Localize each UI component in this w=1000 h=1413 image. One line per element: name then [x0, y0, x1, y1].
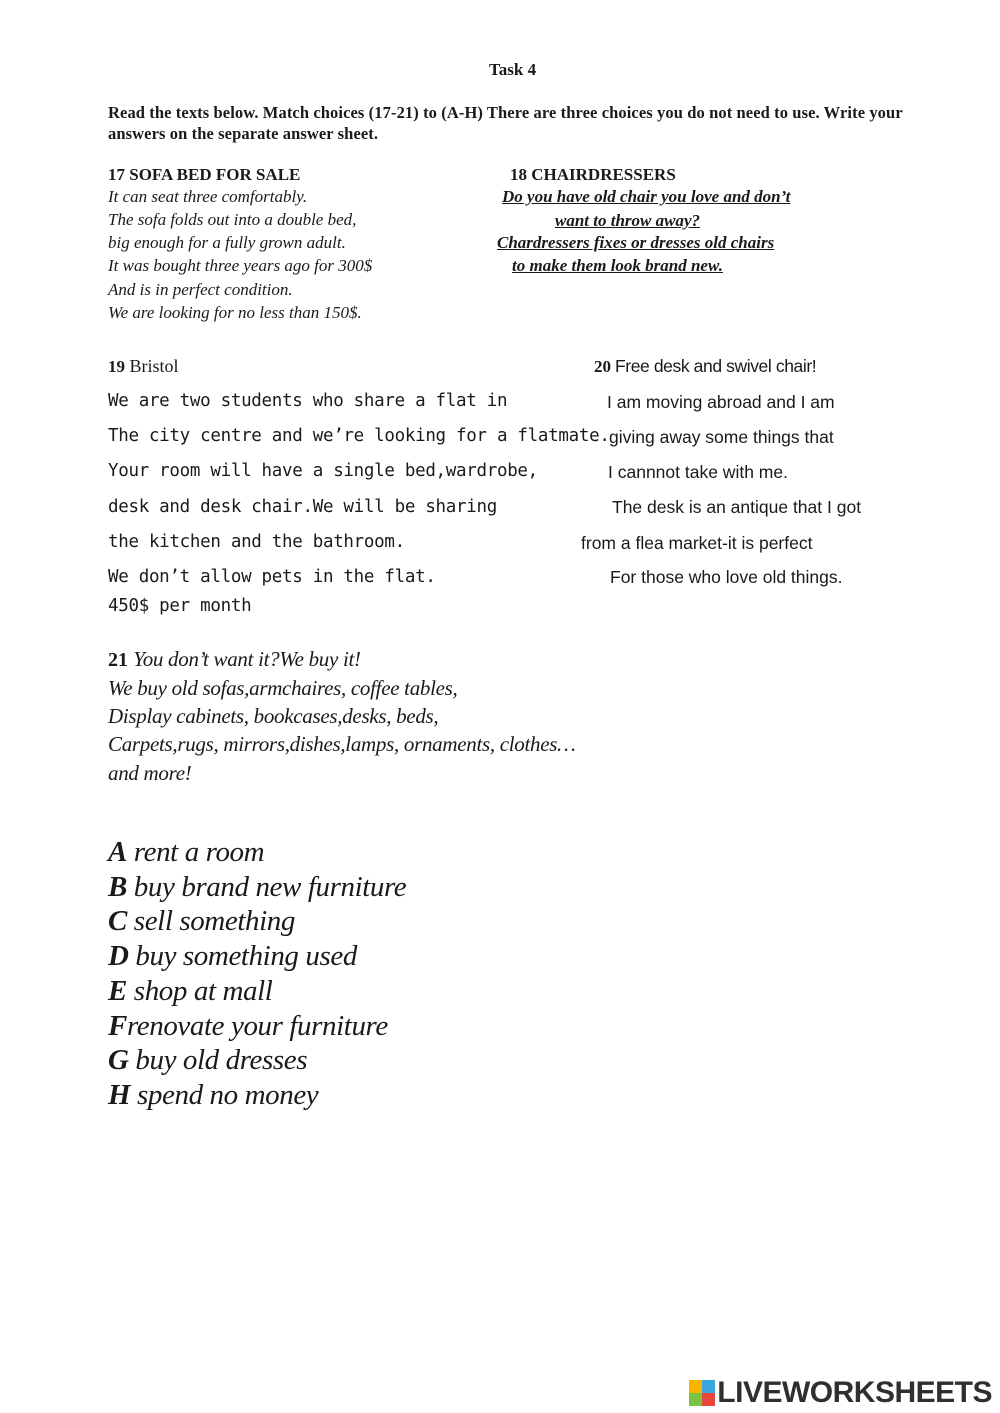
- option-letter: A: [108, 836, 127, 868]
- option-text: sell something: [126, 905, 295, 937]
- ad19-line: The city centre and we’re looking for a flatmate.: [108, 426, 610, 446]
- option-text: rent a room: [126, 836, 265, 868]
- ad17-line: It was bought three years ago for 300$: [108, 256, 373, 275]
- option-h: [108, 1079, 318, 1112]
- ad18-line: want to throw away?: [555, 211, 701, 230]
- ad21-line: and more!: [108, 761, 192, 785]
- option-letter: F: [108, 1010, 127, 1042]
- ad20-line: The desk is an antique that I got: [612, 497, 862, 517]
- ad19-line: the kitchen and the bathroom.: [108, 532, 405, 552]
- option-letter: E: [108, 975, 127, 1007]
- option-letter: G: [108, 1044, 129, 1076]
- option-text: buy something used: [128, 940, 357, 972]
- ad19-number: 19: [108, 357, 125, 376]
- liveworksheets-watermark[interactable]: [689, 1376, 992, 1410]
- ad19-line: Your room will have a single bed,wardrobe,: [108, 461, 538, 481]
- ad18-line: to make them look brand new.: [512, 256, 723, 275]
- ad21-title: You don’t want it?We buy it!: [133, 647, 361, 671]
- ad18-line: Do you have old chair you love and don’t: [502, 187, 791, 206]
- option-letter: D: [108, 940, 129, 972]
- ad19-line: We are two students who share a flat in: [108, 391, 508, 411]
- instructions: Read the texts below. Match choices (17-21) to (A-H) There are three choices you do not need to use. Write your answers on the separate answer sheet.: [108, 103, 903, 143]
- ad17-line: We are looking for no less than 150$.: [108, 303, 362, 322]
- option-letter: B: [108, 871, 127, 903]
- option-text: spend no money: [130, 1079, 319, 1111]
- ad21-heading: [108, 647, 361, 672]
- ad19-line: desk and desk chair.We will be sharing: [108, 497, 497, 517]
- ad19-heading: [108, 356, 179, 377]
- ad20-title: Free desk and swivel chair!: [615, 356, 817, 376]
- ad19-line: We don’t allow pets in the flat.: [108, 567, 436, 587]
- option-text: renovate your furniture: [126, 1010, 388, 1042]
- ad20-heading: [594, 356, 816, 377]
- ad21-line: Display cabinets, bookcases,desks, beds,: [108, 704, 439, 728]
- option-text: buy brand new furniture: [126, 871, 407, 903]
- ad19-line: 450$ per month: [108, 596, 252, 616]
- ad20-line: For those who love old things.: [610, 567, 843, 587]
- option-c: [108, 905, 295, 938]
- option-b: [108, 871, 406, 904]
- ad20-number: 20: [594, 357, 611, 376]
- ad21-number: 21: [108, 649, 128, 671]
- ad21-line: Carpets,rugs, mirrors,dishes,lamps, ornaments, clothes…: [108, 732, 576, 756]
- watermark-text: LIVEWORKSHEETS: [717, 1376, 992, 1409]
- ad18-heading: 18 CHAIRDRESSERS: [510, 165, 676, 184]
- ad17-line: It can seat three comfortably.: [108, 187, 308, 206]
- ad17-heading: 17 SOFA BED FOR SALE: [108, 165, 301, 184]
- task-title: Task 4: [489, 60, 537, 79]
- option-e: [108, 975, 272, 1008]
- ad20-line: giving away some things that: [609, 427, 834, 447]
- option-d: [108, 940, 357, 973]
- option-letter: H: [108, 1079, 131, 1111]
- ad20-line: from a flea market-it is perfect: [581, 533, 813, 553]
- option-a: [108, 836, 264, 869]
- ad20-line: I cannnot take with me.: [608, 462, 788, 482]
- liveworksheets-logo-icon: [689, 1380, 715, 1406]
- ad18-line: Chardressers fixes or dresses old chairs: [497, 233, 775, 252]
- ad21-line: We buy old sofas,armchaires, coffee tables,: [108, 676, 458, 700]
- ad17-line: And is in perfect condition.: [108, 280, 293, 299]
- ad19-title: Bristol: [129, 356, 179, 376]
- option-f: [108, 1010, 388, 1043]
- option-text: shop at mall: [126, 975, 273, 1007]
- option-text: buy old dresses: [128, 1044, 308, 1076]
- ad20-line: I am moving abroad and I am: [607, 392, 835, 412]
- option-letter: C: [108, 905, 127, 937]
- ad17-line: The sofa folds out into a double bed,: [108, 210, 357, 229]
- ad17-line: big enough for a fully grown adult.: [108, 233, 346, 252]
- option-g: [108, 1044, 307, 1077]
